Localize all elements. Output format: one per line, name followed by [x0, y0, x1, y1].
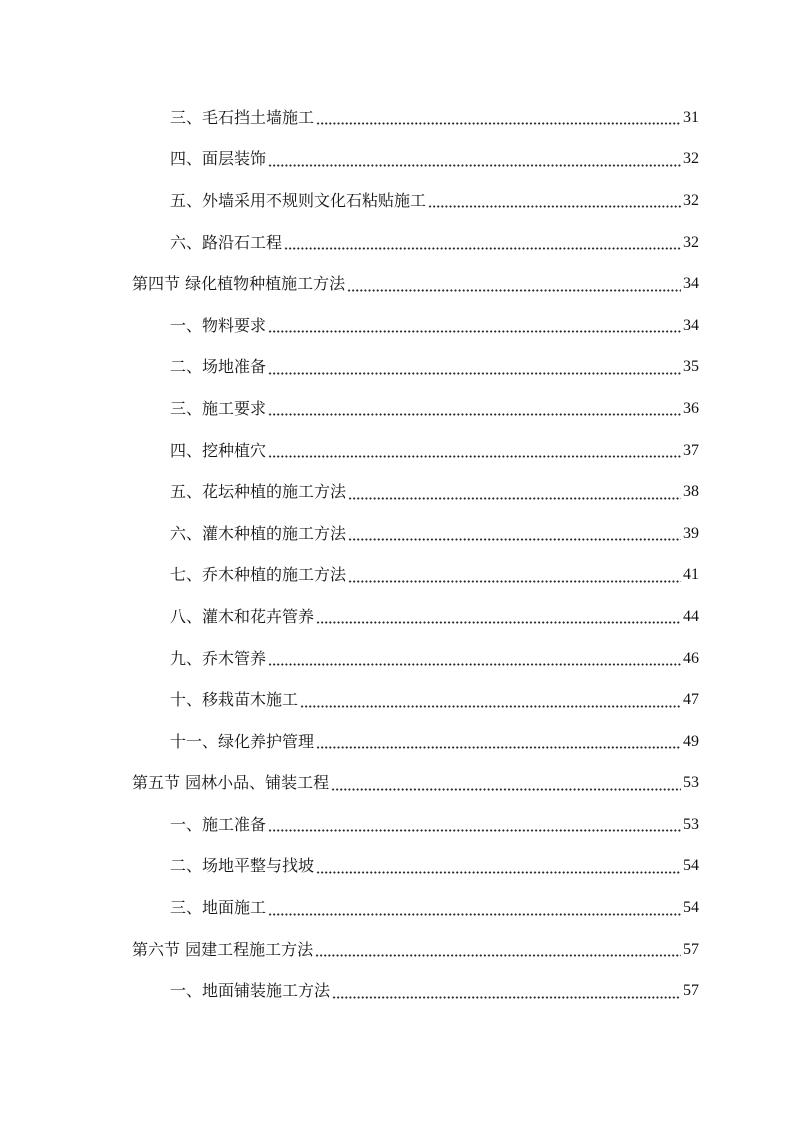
dot-leader [268, 164, 681, 167]
toc-entry[interactable] [0, 430, 793, 472]
toc-entry-title: 三、毛石挡土墙施工 [170, 107, 315, 127]
dot-leader [268, 455, 681, 458]
toc-entry-page: 54 [683, 857, 699, 875]
toc-entry-page: 57 [683, 940, 699, 958]
toc-entry-page: 34 [683, 275, 699, 293]
toc-entry-page: 37 [683, 441, 699, 459]
toc-entry-title: 二、场地平整与找坡 [170, 856, 315, 876]
toc-entry-title: 九、乔木管养 [170, 648, 267, 668]
toc-entry-title: 十、移栽苗木施工 [170, 690, 299, 710]
dot-leader [348, 538, 681, 541]
toc-entry-title: 一、物料要求 [170, 315, 267, 335]
toc-entry[interactable] [0, 804, 793, 846]
toc-entry[interactable] [0, 471, 793, 513]
dot-leader [347, 289, 681, 292]
toc-entry[interactable] [0, 887, 793, 929]
toc-entry[interactable] [0, 388, 793, 430]
toc-entry[interactable] [0, 97, 793, 139]
toc-section-title: 第五节 园林小品、铺装工程 [132, 773, 330, 793]
toc-entry-page: 54 [683, 899, 699, 917]
toc-section-entry[interactable] [0, 263, 793, 305]
toc-entry[interactable] [0, 970, 793, 1012]
toc-entry-page: 34 [683, 316, 699, 334]
toc-entry-page: 32 [683, 191, 699, 209]
toc-entry-page: 31 [683, 108, 699, 126]
toc-entry-page: 57 [683, 982, 699, 1000]
toc-entry-title: 六、灌木种植的施工方法 [170, 523, 347, 543]
toc-entry-title: 四、面层装饰 [170, 149, 267, 169]
toc-entry-page: 44 [683, 607, 699, 625]
dot-leader [316, 746, 681, 749]
toc-entry-page: 49 [683, 732, 699, 750]
toc-entry-page: 38 [683, 483, 699, 501]
dot-leader [268, 663, 681, 666]
dot-leader [315, 954, 681, 957]
dot-leader [300, 705, 681, 708]
toc-entry-title: 十一、绿化养护管理 [170, 731, 315, 751]
dot-leader [268, 913, 681, 916]
toc-entry-title: 三、地面施工 [170, 898, 267, 918]
toc-entry[interactable] [0, 638, 793, 680]
toc-entry-title: 七、乔木种植的施工方法 [170, 565, 347, 585]
dot-leader [268, 330, 681, 333]
dot-leader [348, 580, 681, 583]
dot-leader [268, 829, 681, 832]
toc-entry-title: 六、路沿石工程 [170, 232, 283, 252]
toc-entry-title: 二、场地准备 [170, 357, 267, 377]
toc-entry-page: 53 [683, 774, 699, 792]
toc-entry-title: 三、施工要求 [170, 398, 267, 418]
dot-leader [331, 788, 681, 791]
dot-leader [428, 205, 681, 208]
dot-leader [268, 413, 681, 416]
toc-entry-title: 八、灌木和花卉管养 [170, 606, 315, 626]
dot-leader [316, 621, 681, 624]
toc-entry-page: 32 [683, 233, 699, 251]
toc-entry-title: 四、挖种植穴 [170, 440, 267, 460]
toc-entry[interactable] [0, 180, 793, 222]
dot-leader [268, 372, 681, 375]
toc-entry[interactable] [0, 305, 793, 347]
toc-entry-page: 53 [683, 815, 699, 833]
toc-entry-title: 五、外墙采用不规则文化石粘贴施工 [170, 190, 427, 210]
toc-entry[interactable] [0, 139, 793, 181]
toc-entry-page: 47 [683, 691, 699, 709]
toc-section-entry[interactable] [0, 763, 793, 805]
toc-entry-title: 五、花坛种植的施工方法 [170, 482, 347, 502]
dot-leader [332, 996, 681, 999]
toc-entry-page: 32 [683, 150, 699, 168]
toc-section-title: 第六节 园建工程施工方法 [132, 939, 314, 959]
toc-entry[interactable] [0, 679, 793, 721]
table-of-contents [0, 97, 793, 1012]
dot-leader [316, 871, 681, 874]
toc-entry-title: 一、地面铺装施工方法 [170, 981, 331, 1001]
toc-entry-page: 36 [683, 399, 699, 417]
toc-entry[interactable] [0, 347, 793, 389]
toc-entry[interactable] [0, 513, 793, 555]
toc-section-title: 第四节 绿化植物种植施工方法 [132, 274, 346, 294]
toc-entry-page: 39 [683, 524, 699, 542]
toc-entry-page: 41 [683, 566, 699, 584]
toc-entry-page: 35 [683, 358, 699, 376]
dot-leader [316, 122, 681, 125]
toc-entry[interactable] [0, 846, 793, 888]
toc-entry[interactable] [0, 555, 793, 597]
toc-entry[interactable] [0, 721, 793, 763]
toc-entry[interactable] [0, 222, 793, 264]
toc-entry-title: 一、施工准备 [170, 814, 267, 834]
dot-leader [348, 497, 681, 500]
toc-entry[interactable] [0, 596, 793, 638]
dot-leader [284, 247, 681, 250]
toc-section-entry[interactable] [0, 929, 793, 971]
toc-entry-page: 46 [683, 649, 699, 667]
